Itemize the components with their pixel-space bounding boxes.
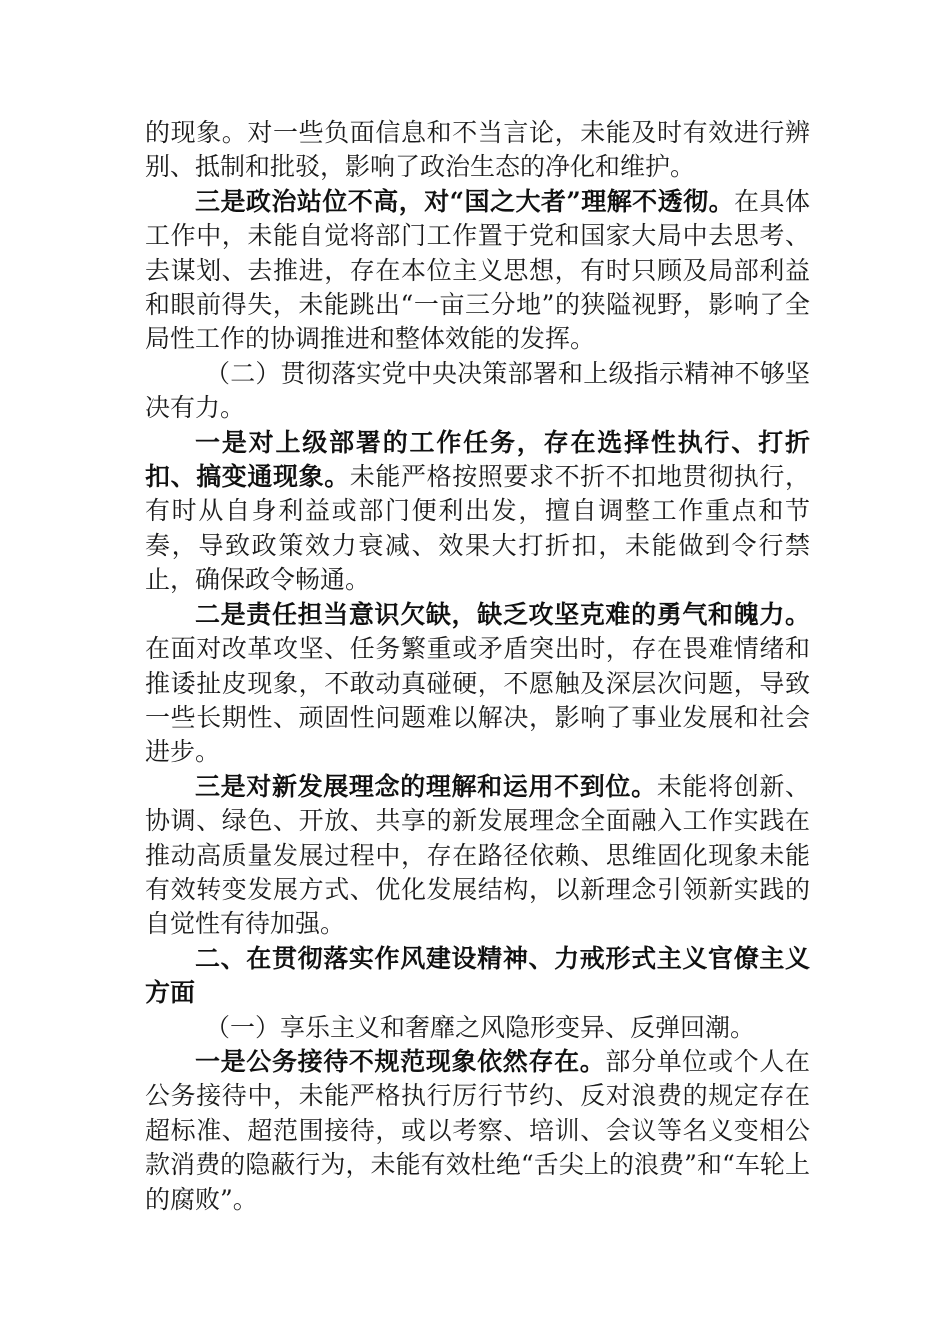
paragraph-continuation (145, 116, 810, 185)
paragraph-selective-execution (145, 426, 810, 598)
paragraph-new-development (145, 770, 810, 942)
paragraph-political-stance (145, 185, 810, 357)
paragraph-text: 未能严格按照要求不折不扣地贯彻执行，有时从自身利益或部门便利出发，擅自调整工作重点和节奏，导致政策效力衰减、效果大打折扣，未能做到令行禁止，确保政令畅通。 (145, 462, 810, 595)
paragraph-lead: 二是责任担当意识欠缺，缺乏攻坚克难的勇气和魄力。 (195, 599, 810, 629)
section-heading-work-style (145, 942, 810, 1011)
document-page (145, 116, 810, 1217)
paragraph-lead: 一是公务接待不规范现象依然存在。 (195, 1046, 606, 1076)
paragraph-lead: 一是对上级部署的工作任务，存在选择性执行、打折扣、搞变通现象。 (145, 427, 810, 492)
paragraph-responsibility (145, 598, 810, 770)
paragraph-text: 的现象。对一些负面信息和不当言论，未能及时有效进行辨别、抵制和批驳，影响了政治生态的净化和维护。 (145, 118, 810, 182)
subheading-implementation (145, 357, 810, 426)
paragraph-text: 部分单位或个人在公务接待中，未能严格执行厉行节约、反对浪费的规定存在超标准、超范围接待，或以考察、培训、会议等名义变相公款消费的隐蔽行为，未能有效杜绝“舌尖上的浪费”和“车轮上的腐败”。 (145, 1046, 810, 1214)
heading-text: 二、在贯彻落实作风建设精神、力戒形式主义官僚主义方面 (145, 943, 810, 1008)
paragraph-text: 未能将创新、协调、绿色、开放、共享的新发展理念全面融入工作实践在推动高质量发展过程中，存在路径依赖、思维固化现象未能有效转变发展方式、优化发展结构，以新理念引领新实践的自觉性有待加强。 (145, 771, 810, 939)
paragraph-lead: 三是对新发展理念的理解和运用不到位。 (195, 771, 657, 801)
subheading-hedonism (145, 1011, 810, 1045)
paragraph-lead: 三是政治站位不高，对“国之大者”理解不透彻。 (195, 186, 735, 216)
paragraph-text: 在具体工作中，未能自觉将部门工作置于党和国家大局中去思考、去谋划、去推进，存在本位主义思想，有时只顾及局部利益和眼前得失，未能跳出“一亩三分地”的狭隘视野，影响了全局性工作的协调推进和整体效能的发挥。 (145, 186, 810, 354)
subheading-text: （二）贯彻落实党中央决策部署和上级指示精神不够坚决有力。 (145, 358, 810, 423)
paragraph-text: 在面对改革攻坚、任务繁重或矛盾突出时，存在畏难情绪和推诿扯皮现象，不敢动真碰硬，不愿触及深层次问题，导致一些长期性、顽固性问题难以解决，影响了事业发展和社会进步。 (145, 634, 810, 767)
paragraph-official-reception (145, 1045, 810, 1217)
subheading-text: （一）享乐主义和奢靡之风隐形变异、反弹回潮。 (205, 1012, 756, 1042)
